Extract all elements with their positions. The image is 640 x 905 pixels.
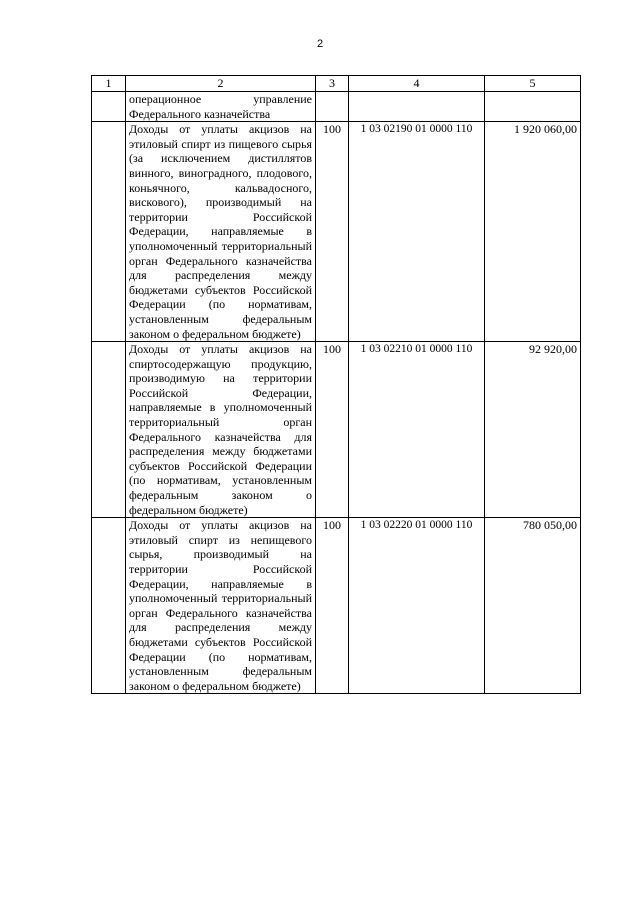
row-amount-cell: 92 920,00 [485, 342, 581, 518]
row-amount-cell: 780 050,00 [485, 518, 581, 694]
row-amount-cell [485, 92, 581, 122]
table-row [92, 518, 581, 694]
row-admin-code-cell: 100 [316, 518, 349, 694]
header-col-1: 1 [92, 76, 126, 92]
row-kbk-cell [349, 92, 485, 122]
row-number-cell [92, 342, 126, 518]
row-number-cell [92, 518, 126, 694]
row-admin-code-cell: 100 [316, 342, 349, 518]
row-description-cell: Доходы от уплаты акцизов на спиртосодержащую продукцию, производимую на территории Российской Федерации, направляемые в уполномоченный территориальный орган Федерального казначейства для распределения между бюджетами субъектов Российской Федерации (по нормативам, установленным федеральным законом о федеральном бюджете) [126, 342, 316, 518]
page-number: 2 [316, 38, 324, 50]
row-number-cell [92, 122, 126, 342]
table-header-row [92, 76, 581, 92]
row-kbk-cell: 1 03 02210 01 0000 110 [349, 342, 485, 518]
header-col-2: 2 [126, 76, 316, 92]
header-col-4: 4 [349, 76, 485, 92]
row-description-cell: операционное управление Федерального казначейства [126, 92, 316, 122]
revenue-table [91, 75, 581, 694]
table-row [92, 122, 581, 342]
row-kbk-cell: 1 03 02220 01 0000 110 [349, 518, 485, 694]
row-admin-code-cell: 100 [316, 122, 349, 342]
row-kbk-cell: 1 03 02190 01 0000 110 [349, 122, 485, 342]
table-row [92, 342, 581, 518]
header-col-5: 5 [485, 76, 581, 92]
row-admin-code-cell [316, 92, 349, 122]
row-description-cell: Доходы от уплаты акцизов на этиловый спирт из пищевого сырья (за исключением дистиллятов винного, виноградного, плодового, коньячного, кальвадосного, вискового), производимый на территории Российской Федерации, направляемые в уполномоченный территориальный орган Федерального казначейства для распределения между бюджетами субъектов Российской Федерации (по нормативам, установленным федеральным законом о федеральном бюджете) [126, 122, 316, 342]
table-row [92, 92, 581, 122]
row-amount-cell: 1 920 060,00 [485, 122, 581, 342]
row-number-cell [92, 92, 126, 122]
row-description-cell: Доходы от уплаты акцизов на этиловый спирт из непищевого сырья, производимый на территории Российской Федерации, направляемые в уполномоченный территориальный орган Федерального казначейства для распределения между бюджетами субъектов Российской Федерации (по нормативам, установленным федеральным законом о федеральном бюджете) [126, 518, 316, 694]
header-col-3: 3 [316, 76, 349, 92]
